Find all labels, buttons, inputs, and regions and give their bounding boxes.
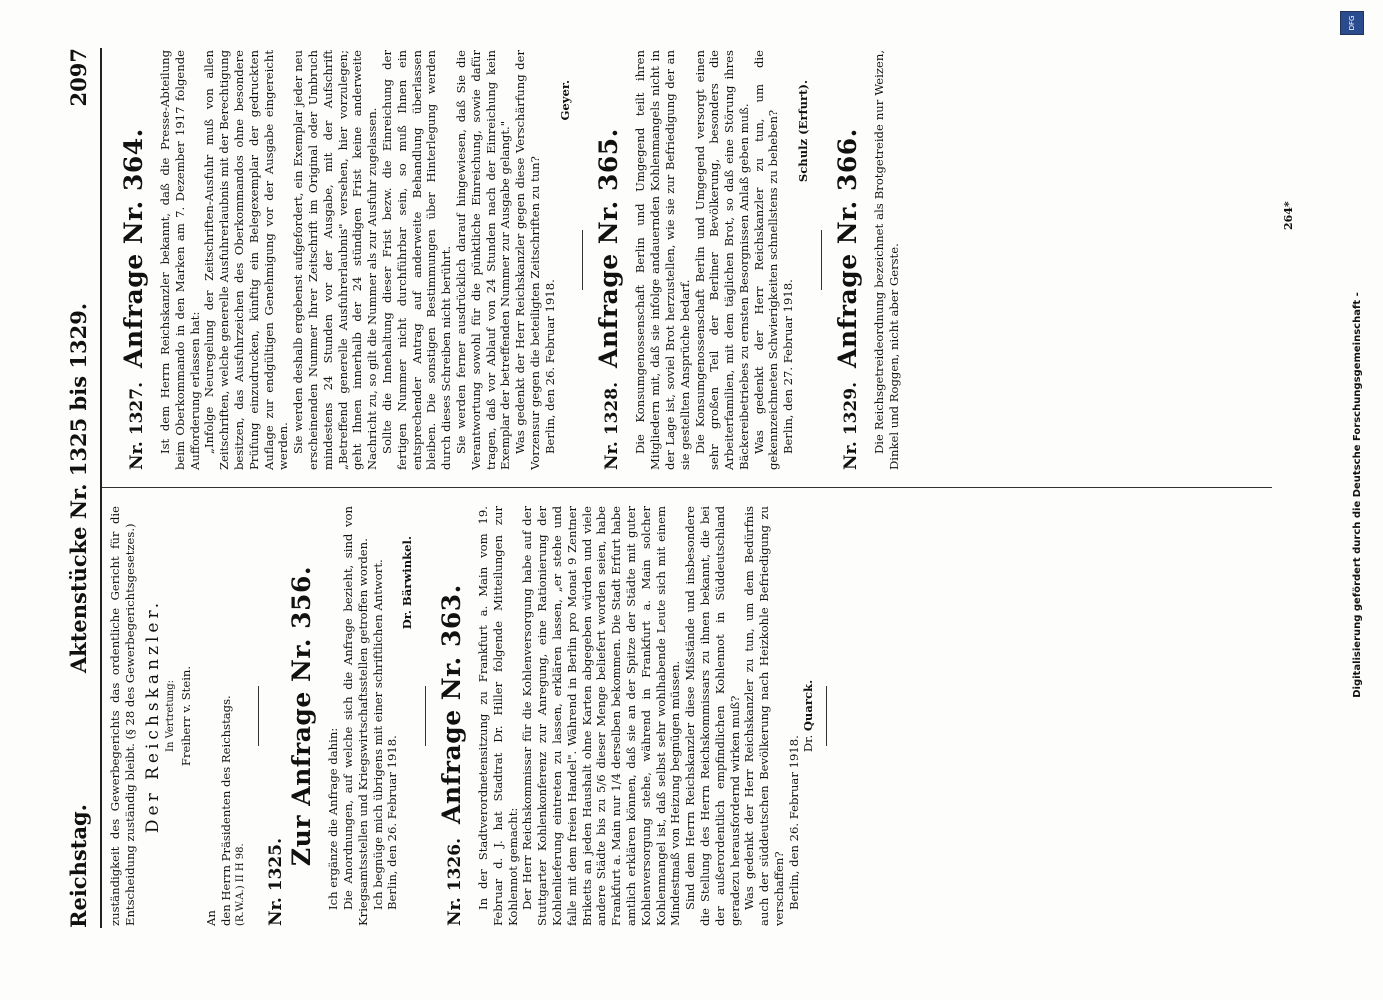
left-column [108,506,837,926]
separator [826,686,827,746]
header-left: Reichstag. [66,804,91,928]
reference-number: (R.W.A.) II H 98. [234,843,246,926]
doc-number: Nr. 1325. [266,837,287,926]
paragraph: Was gedenkt der Herr Reichskanzler zu tun, um die gekennzeichneten Schwierigkeiten schnellstens zu beheben? [751,50,781,470]
document-1326 [436,506,827,926]
continued-text: zuständigkeit des Gewerbegerichts das ordentliche Gericht für die Entscheidung zuständig bleibt. (§ 28 des Gewerbegerichtsgesetzes.) [108,506,137,926]
doc-number: Nr. 1328. [602,381,623,470]
addressee-line-2: den Herrn Präsidenten des Reichstags. [218,695,233,926]
document-1328 [593,50,811,470]
page-number: 2097 [66,48,91,107]
date-line: Berlin, den 26. Februar 1918. [786,735,801,910]
paragraph: Die Anordnungen, auf welche sich die Anfrage bezieht, sind von Kriegsamtsstellen und Kriegswirtschaftsstellen getroffen worden. [340,506,370,926]
signature-title: Dr. [801,734,816,753]
date-line: Berlin, den 26. Februar 1918. [385,735,400,910]
paragraph: In der Stadtverordnetensitzung zu Frankfurt a. Main vom 19. Februar d. J. hat Stadtrat Dr. Hiller folgende Mitteilungen zur Kohlennot gemacht: [475,506,520,926]
date-line: Berlin, den 27. Februar 1918. [781,279,796,454]
paragraph: Sollte die Innehaltung dieser Frist bezw. die Einreichung der fertigen Nummer nicht durchführbar sein, so muß Ihnen ein entsprechender Antrag auf anderweite Behandlung überlassen bleiben. Die sonstigen Bestimmungen über Hinterlegung werden durch dieses Schreiben nicht berührt. [379,50,454,470]
signature: Dr. Bärwinkel. [400,536,415,630]
paragraph: Die Konsumgenossenschaft Berlin und Umgegend versorgt einen sehr großen Teil der Berliner Bevölkerung, besonders die Arbeiterfamilien, mit dem täglichen Brot, so daß eine Störung ihres Bäckereibetriebes zu ernsten Besorgnissen Anlaß geben muß. [692,50,751,470]
paragraph: Ich ergänze die Anfrage dahin: [326,727,341,910]
doc-title: Zur Anfrage Nr. 356. [287,565,317,867]
signature: Schulz (Erfurt). [796,80,811,183]
paragraph: Sie werden ferner ausdrücklich darauf hingewiesen, daß Sie die Verantwortung sowohl für die pünktliche Einreichung, sowie dafür tragen, daß vor Ablauf von 24 Stunden nach der Einreichung kein Exemplar der betreffenden Nummer zur Ausgabe gelangt." [453,50,513,470]
document-1325 [266,506,415,926]
doc-number: Nr. 1326. [444,837,465,926]
document-1327 [118,50,572,470]
header-title: Aktenstücke Nr. 1325 bis 1329. [66,302,91,674]
date-line: Berlin, den 26. Februar 1918. [542,279,557,454]
doc-title: Anfrage Nr. 363. [436,584,466,824]
paragraph: Die Reichsgetreideordnung bezeichnet als Brotgetreide nur Weizen, Dinkel und Roggen, nicht aber Gerste. [871,50,901,470]
separator [821,230,822,290]
paragraph: Was gedenkt der Herr Reichskanzler zu tun, um dem Bedürfnis auch der süddeutschen Bevölkerung nach Heizkohle Befriedigung zu verschaffen? [742,506,786,926]
doc-title: Anfrage Nr. 366. [832,128,862,368]
separator [258,686,259,746]
separator [425,686,426,746]
doc-number: Nr. 1327. [127,381,147,470]
paragraph: Ich begnüge mich übrigens mit einer schriftlichen Antwort. [370,559,385,910]
signer-title: Der Reichskanzler. [142,598,163,834]
document-1329 [832,50,902,470]
dfg-logo: DFG [1340,11,1364,35]
paragraph: Sind dem Herrn Reichskanzler diese Mißstände und insbesondere die Stellung des Herrn Reichskommissars zu ihnen bekannt, die bei der außerordentlich empfindlichen Kohlennot in Süddeutschland geradezu herausfordernd wirken muß? [683,506,742,926]
paragraph: Ist dem Herrn Reichskanzler bekannt, daß die Presse-Abteilung beim Oberkommando in den Marken am 7. Dezember 1917 folgende Aufforderung erlassen hat: [158,50,202,470]
digitization-note: Digitalisierung gefördert durch die Deutsche Forschungsgemeinschaft - [1352,292,1363,698]
column-divider [102,487,1272,488]
page-header [62,48,98,928]
paragraph: Der Herr Reichskommissar für die Kohlenversorgung habe auf der Stuttgarter Kohlenkonferenz zur Anregung, eine Rationierung der Kohlenlieferung eintreten zu lassen, erklären lassen, „er stehe und falle mit dem freien Handel". Während in Berlin pro Monat 9 Zentner Briketts an jeden Haushalt ohne Karten abgegeben würden und viele andere Städte bis zu 5/6 dieser Menge beliefert worden seien, habe Frankfurt a. Main nur 1/4 derselben bekommen. Die Stadt Erfurt habe amtlich erklären können, daß sie an der Spitze der Städte mit guter Kohlenversorgung stehe, während in Frankfurt a. Main solcher Kohlenmangel ist, daß selbst sehr wohlhabende Leute sich mit einem Mindestmaß von Heizung begnügen müssen. [520,506,683,926]
signature-mark: 264* [1282,201,1295,230]
doc-number: Nr. 1329. [840,381,861,470]
signer-name: Freiherr v. Stein. [179,665,194,767]
paragraph: Die Konsumgenossenschaft Berlin und Umgegend teilt ihren Mitgliedern mit, daß sie infolge andauernden Kohlenmangels nicht in der Lage ist, soviel Brot herzustellen, wie sie zur Befriedigung der an sie gestellten Ansprüche bedarf. [633,50,692,470]
deputy-line: In Vertretung: [165,680,177,752]
paragraph: Sie werden deshalb ergebenst aufgefordert, ein Exemplar jeder neu erscheinenden Nummer Ihrer Zeitschrift im Original oder Umbruch mindestens 24 Stunden vor der Ausgabe, mit der Aufschrift „Betreffend generelle Ausfuhrerlaubnis" versehen, hier vorzulegen; geht Ihnen innerhalb der 24 stündigen Frist keine anderweite Nachricht zu, so gilt die Nummer als zur Ausfuhr zugelassen. [291,50,380,470]
addressee-line-1: An [203,910,218,926]
header-rule [100,48,102,928]
signature: Geyer. [557,80,572,121]
paragraph: „Infolge Neuregelung der Zeitschriften-Ausfuhr muß von allen Zeitschriften, welche generelle Ausfuhrerlaubnis mit der Berechtigung besitzen, das Ausfuhrzeichen des Oberkommandos ohne besondere Prüfung einzudrucken, künftig ein Belegexemplar der gedruckten Auflage zur endgültigen Genehmigung vor der Ausgabe eingereicht werden. [202,50,291,470]
right-column [108,50,901,470]
separator [582,230,583,290]
doc-title: Anfrage Nr. 365. [594,128,624,368]
signature: Quarck. [801,679,816,732]
doc-title: Anfrage Nr. 364. [119,128,148,368]
paragraph: Was gedenkt der Herr Reichskanzler gegen diese Verschärfung der Vorzensur gegen die beteiligten Zeitschriften zu tun? [513,50,542,470]
